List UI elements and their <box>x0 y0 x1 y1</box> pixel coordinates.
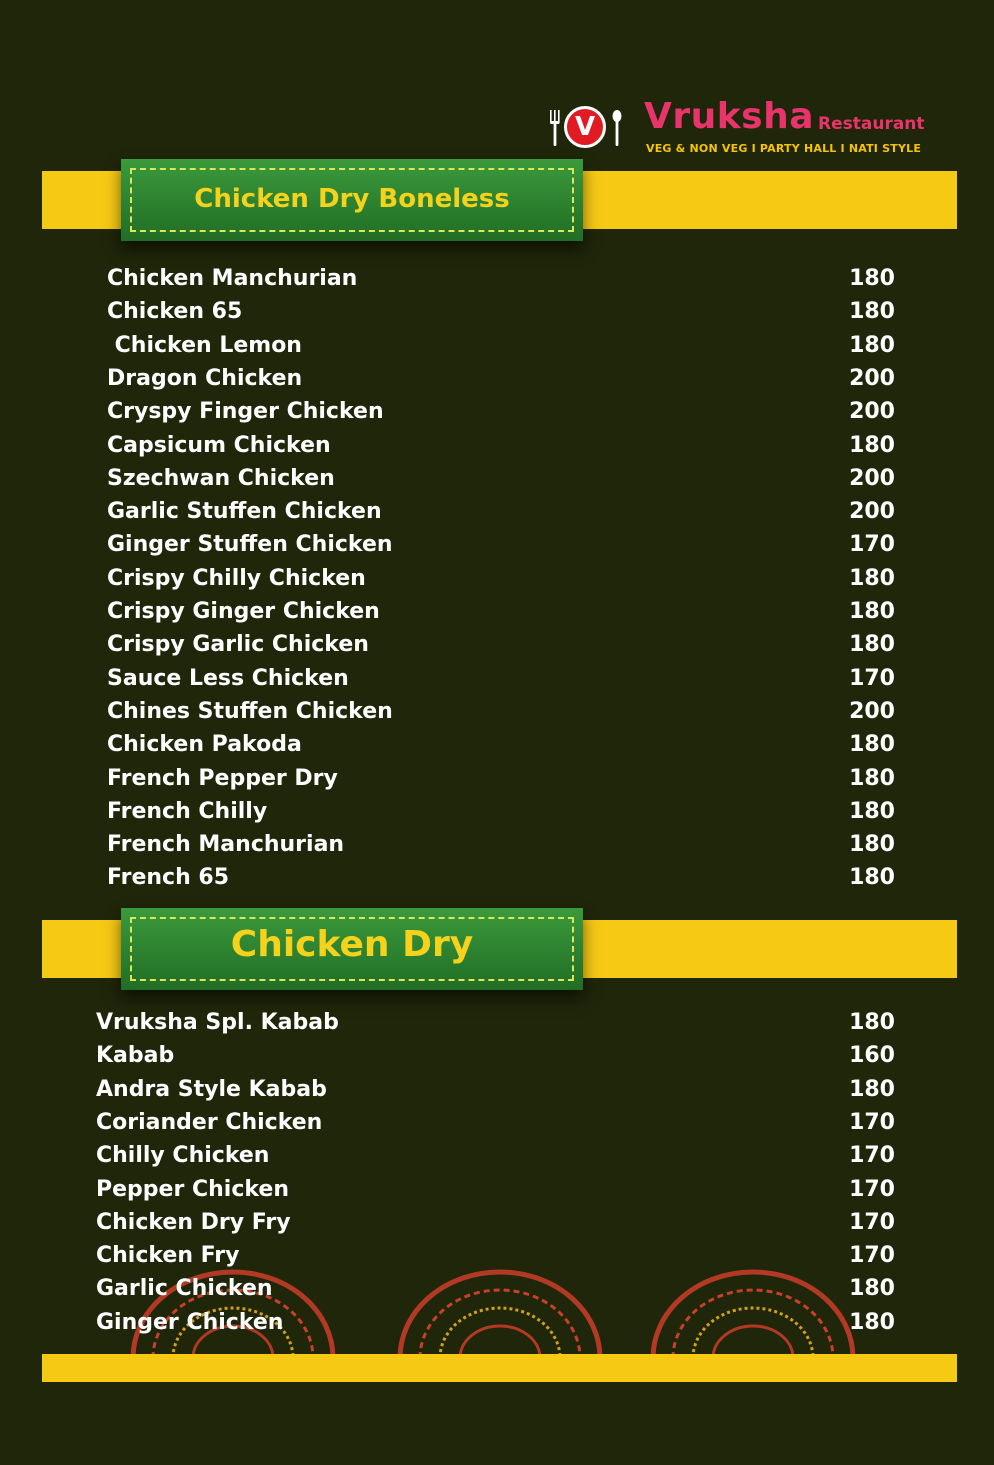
menu-item-name: Cryspy Finger Chicken <box>107 399 384 425</box>
menu-item <box>96 1210 895 1242</box>
menu-item <box>107 266 895 298</box>
menu-item-name: Andra Style Kabab <box>96 1076 327 1102</box>
menu-item-name: Vruksha Spl. Kabab <box>96 1010 339 1035</box>
menu-item-price: 180 <box>849 432 895 458</box>
menu-item <box>107 732 895 764</box>
menu-item-name: Chicken Manchurian <box>107 266 358 291</box>
menu-item-price: 200 <box>849 365 895 391</box>
restaurant-logo <box>548 98 938 162</box>
menu-item-price: 200 <box>849 698 895 724</box>
menu-item <box>107 532 895 564</box>
menu-item-name: Dragon Chicken <box>107 365 303 391</box>
menu-item-price: 170 <box>849 1176 895 1202</box>
menu-item-price: 180 <box>849 1010 895 1035</box>
menu-item <box>107 599 895 631</box>
menu-item <box>107 366 895 398</box>
menu-item-name: Capsicum Chicken <box>107 432 331 458</box>
menu-item-name: Coriander Chicken <box>96 1109 323 1135</box>
menu-item <box>107 499 895 531</box>
menu-item-price: 180 <box>849 832 895 858</box>
menu-item-price: 170 <box>849 665 895 691</box>
menu-item-name: Pepper Chicken <box>96 1176 289 1202</box>
menu-item-price: 170 <box>849 1143 895 1169</box>
menu-item-price: 200 <box>849 499 895 525</box>
footer-band <box>42 1354 957 1382</box>
menu-item <box>107 466 895 498</box>
menu-item-price: 170 <box>849 1243 895 1269</box>
menu-item <box>107 299 895 331</box>
menu-item <box>107 766 895 798</box>
menu-item-price: 180 <box>849 798 895 824</box>
menu-item-name: Chicken Dry Fry <box>96 1209 291 1235</box>
menu-item-name: Crispy Chilly Chicken <box>107 565 366 591</box>
menu-item <box>107 799 895 831</box>
menu-item-price: 180 <box>849 865 895 891</box>
menu-item-name: Crispy Garlic Chicken <box>107 632 369 658</box>
menu-item-price: 160 <box>849 1043 895 1069</box>
menu-item <box>107 699 895 731</box>
menu-item <box>107 399 895 431</box>
menu-item-name: Chilly Chicken <box>96 1143 270 1169</box>
menu-item <box>107 333 895 365</box>
menu-item <box>96 1177 895 1209</box>
fork-icon <box>548 110 562 146</box>
menu-item-name: Chicken Pakoda <box>107 732 302 758</box>
menu-item-name: Szechwan Chicken <box>107 465 335 491</box>
section-title: Chicken Dry Boneless <box>194 184 510 214</box>
menu-item-name: Sauce Less Chicken <box>107 665 349 691</box>
menu-item-name: Chicken Lemon <box>107 332 302 358</box>
brand-tagline: VEG & NON VEG I PARTY HALL I NATI STYLE <box>646 142 922 155</box>
menu-item <box>107 632 895 664</box>
menu-item-price: 180 <box>849 266 895 291</box>
menu-item-name: French Pepper Dry <box>107 765 338 791</box>
menu-item-name: Crispy Ginger Chicken <box>107 599 380 624</box>
menu-item <box>96 1143 895 1175</box>
brand-suffix: Restaurant <box>818 114 925 134</box>
menu-item <box>96 1276 895 1308</box>
menu-item-price: 180 <box>849 599 895 624</box>
menu-item-price: 180 <box>849 1276 895 1302</box>
menu-item <box>96 1043 895 1075</box>
menu-item-price: 180 <box>849 299 895 325</box>
menu-item-name: Chicken Fry <box>96 1243 240 1269</box>
menu-item-price: 180 <box>849 732 895 758</box>
menu-item-price: 180 <box>849 1076 895 1102</box>
menu-item-name: Ginger Chicken <box>96 1309 284 1335</box>
menu-item <box>107 666 895 698</box>
menu-item-name: French Manchurian <box>107 832 345 858</box>
menu-item-name: Chines Stuffen Chicken <box>107 698 393 724</box>
logo-badge: V <box>564 106 606 148</box>
menu-item-price: 180 <box>849 332 895 358</box>
menu-item-price: 180 <box>849 1309 895 1335</box>
menu-item <box>96 1243 895 1275</box>
menu-item-price: 180 <box>849 765 895 791</box>
section-title: Chicken Dry <box>230 924 474 965</box>
spoon-icon <box>610 110 624 146</box>
menu-item <box>96 1310 895 1342</box>
menu-item-name: Garlic Chicken <box>96 1276 273 1302</box>
menu-item <box>107 865 895 897</box>
menu-item-name: Garlic Stuffen Chicken <box>107 499 382 525</box>
menu-item <box>96 1010 895 1042</box>
section-header <box>121 159 583 241</box>
menu-item-price: 180 <box>849 565 895 591</box>
section-header <box>121 908 583 990</box>
menu-item-name: Ginger Stuffen Chicken <box>107 532 393 558</box>
menu-item-price: 180 <box>849 632 895 658</box>
menu-item <box>96 1077 895 1109</box>
menu-item <box>96 1110 895 1142</box>
menu-item-price: 170 <box>849 532 895 558</box>
menu-item-price: 170 <box>849 1109 895 1135</box>
menu-item <box>107 566 895 598</box>
menu-item-price: 170 <box>849 1209 895 1235</box>
menu-item-price: 200 <box>849 399 895 425</box>
menu-item-price: 200 <box>849 465 895 491</box>
menu-item-name: French 65 <box>107 865 230 891</box>
menu-item-name: French Chilly <box>107 798 268 824</box>
menu-item <box>107 433 895 465</box>
brand-name: Vruksha <box>644 96 815 137</box>
menu-item-name: Kabab <box>96 1043 175 1069</box>
menu-item <box>107 832 895 864</box>
menu-item-name: Chicken 65 <box>107 299 243 325</box>
